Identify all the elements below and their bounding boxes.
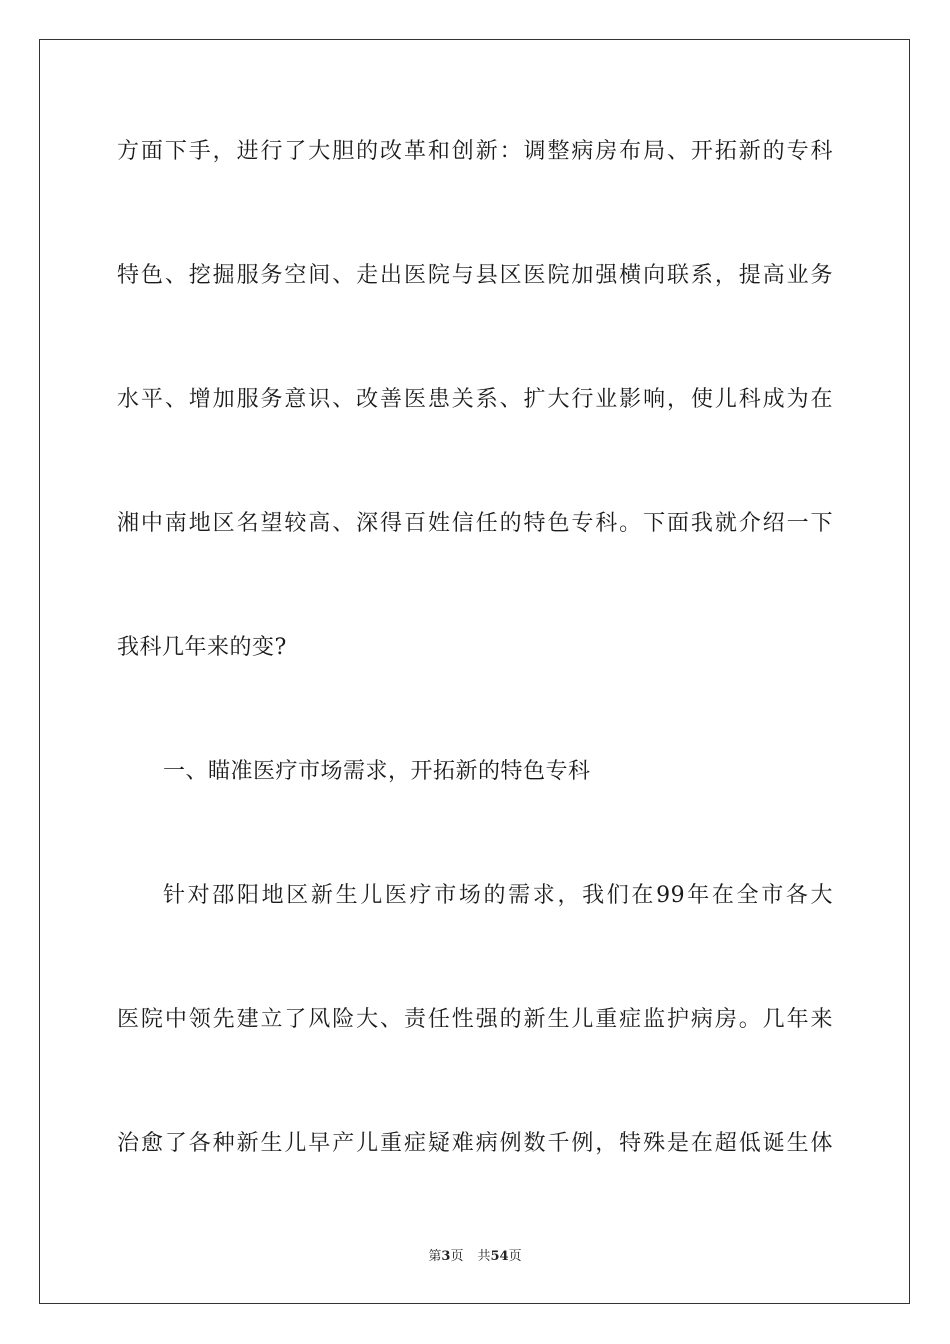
- paragraph-line: 针对邵阳地区新生儿医疗市场的需求，我们在99年在全市各大: [163, 883, 833, 908]
- paragraph-line: 特色、挖掘服务空间、走出医院与县区医院加强横向联系，提高业务: [117, 263, 833, 288]
- page-number: 3: [441, 1249, 451, 1264]
- page-prefix: 第: [428, 1249, 442, 1264]
- paragraph-line: 医院中领先建立了风险大、责任性强的新生儿重症监护病房。几年来: [117, 1007, 833, 1032]
- page-footer: [0, 1248, 950, 1266]
- total-suffix: 页: [508, 1249, 522, 1264]
- paragraph-line: 我科几年来的变?: [117, 635, 287, 660]
- paragraph-line: 水平、增加服务意识、改善医患关系、扩大行业影响，使儿科成为在: [117, 387, 833, 412]
- page-border: [39, 39, 910, 1304]
- page-suffix: 页: [450, 1249, 464, 1264]
- paragraph-line: 方面下手，进行了大胆的改革和创新：调整病房布局、开拓新的专科: [117, 139, 833, 164]
- paragraph-line: 湘中南地区名望较高、深得百姓信任的特色专科。下面我就介绍一下: [117, 511, 833, 536]
- total-prefix: 共: [477, 1249, 491, 1264]
- total-pages: 54: [490, 1249, 509, 1264]
- paragraph-line: 治愈了各种新生儿早产儿重症疑难病例数千例，特殊是在超低诞生体: [117, 1131, 833, 1156]
- section-heading: 一、瞄准医疗市场需求，开拓新的特色专科: [163, 759, 591, 784]
